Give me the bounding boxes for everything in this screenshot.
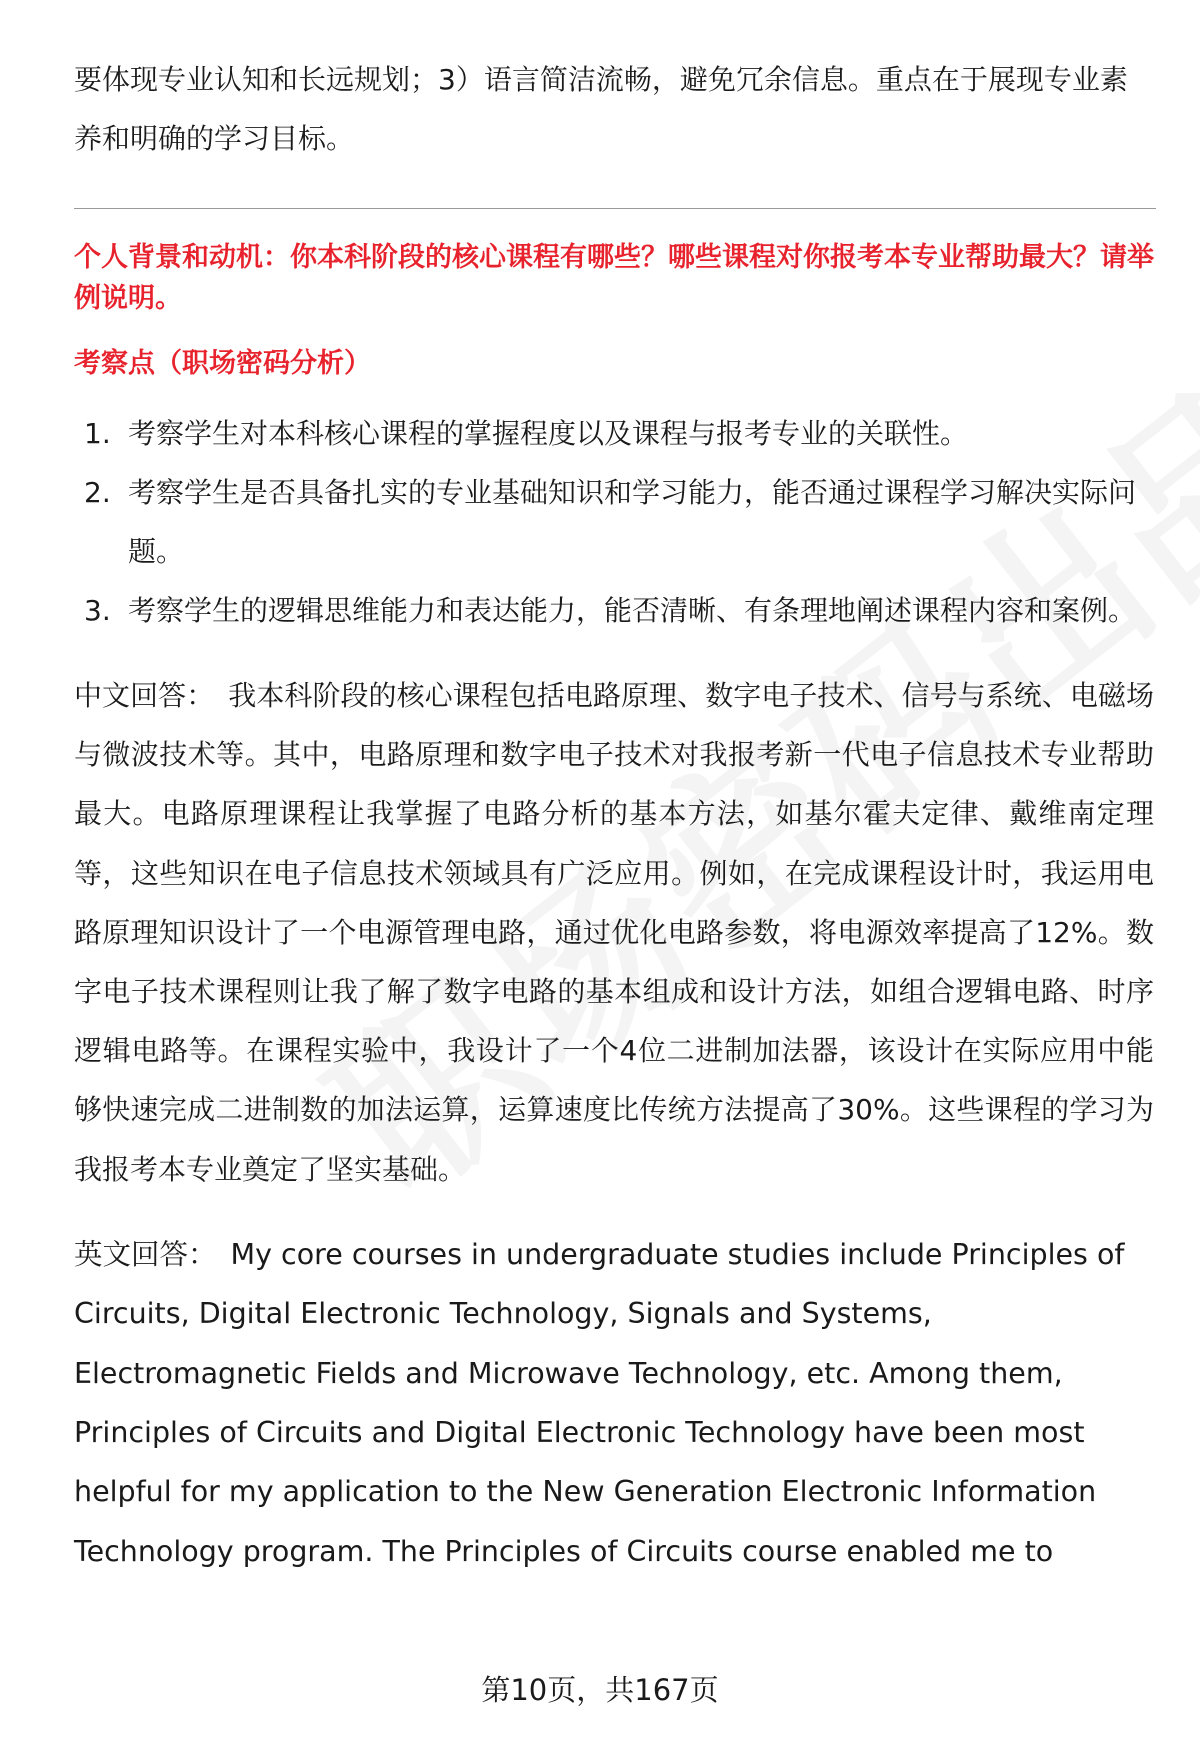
- english-answer: [74, 1225, 1154, 1581]
- english-answer-line-text: My core courses in undergraduate studies include Principles of: [230, 1237, 1125, 1271]
- english-answer-line: Principles of Circuits and Digital Electronic Technology have been most: [74, 1416, 1085, 1450]
- section-divider: [74, 208, 1156, 209]
- english-answer-label: 英文回答：: [74, 1237, 217, 1271]
- list-item-text: 考察学生的逻辑思维能力和表达能力，能否清晰、有条理地阐述课程内容和案例。: [128, 594, 1137, 627]
- list-item: [74, 404, 1154, 463]
- chinese-answer-text: 我本科阶段的核心课程包括电路原理、数字电子技术、信号与系统、电磁场与微波技术等。其中，电路原理和数字电子技术对我报考新一代电子信息技术专业帮助最大。电路原理课程让我掌握了电路分析的基本方法，如基尔霍夫定律、戴维南定理等，这些知识在电子信息技术领域具有广泛应用。例如，在完成课程设计时，我运用电路原理知识设计了一个电源管理电路，通过优化电路参数，将电源效率提高了12%。数字电子技术课程则让我了解了数字电路的基本组成和设计方法，如组合逻辑电路、时序逻辑电路等。在课程实验中，我设计了一个4位二进制加法器，该设计在实际应用中能够快速完成二进制数的加法运算，运算速度比传统方法提高了30%。这些课程的学习为我报考本专业奠定了坚实基础。: [74, 679, 1154, 1186]
- list-item: [74, 581, 1154, 640]
- list-number: 1.: [84, 417, 111, 450]
- document-page: [74, 50, 1154, 1581]
- chinese-answer: [74, 666, 1154, 1199]
- question-heading: 个人背景和动机：你本科阶段的核心课程有哪些？哪些课程对你报考本专业帮助最大？请举例说明。: [74, 242, 1154, 314]
- list-item-text: 考察学生对本科核心课程的掌握程度以及课程与报考专业的关联性。: [128, 417, 969, 450]
- list-item-text: 考察学生是否具备扎实的专业基础知识和学习能力，能否通过课程学习解决实际问题。: [128, 476, 1137, 568]
- list-number: 2.: [84, 476, 111, 509]
- list-item: [74, 463, 1154, 581]
- list-number: 3.: [84, 594, 111, 627]
- english-answer-line: [74, 1225, 1154, 1284]
- page-number-footer: 第10页，共167页: [481, 1673, 719, 1707]
- points-title: 考察点（职场密码分析）: [74, 348, 371, 379]
- english-answer-line: Circuits, Digital Electronic Technology, Signals and Systems,: [74, 1297, 932, 1331]
- points-list: [74, 404, 1154, 640]
- english-answer-line: Electromagnetic Fields and Microwave Technology, etc. Among them,: [74, 1356, 1063, 1390]
- chinese-answer-label: 中文回答：: [74, 679, 215, 712]
- english-answer-line: helpful for my application to the New Generation Electronic Information: [74, 1475, 1097, 1509]
- intro-paragraph: 要体现专业认知和长远规划；3）语言简洁流畅，避免冗余信息。重点在于展现专业素养和明确的学习目标。: [74, 63, 1128, 155]
- english-answer-line: Technology program. The Principles of Circuits course enabled me to: [74, 1534, 1054, 1568]
